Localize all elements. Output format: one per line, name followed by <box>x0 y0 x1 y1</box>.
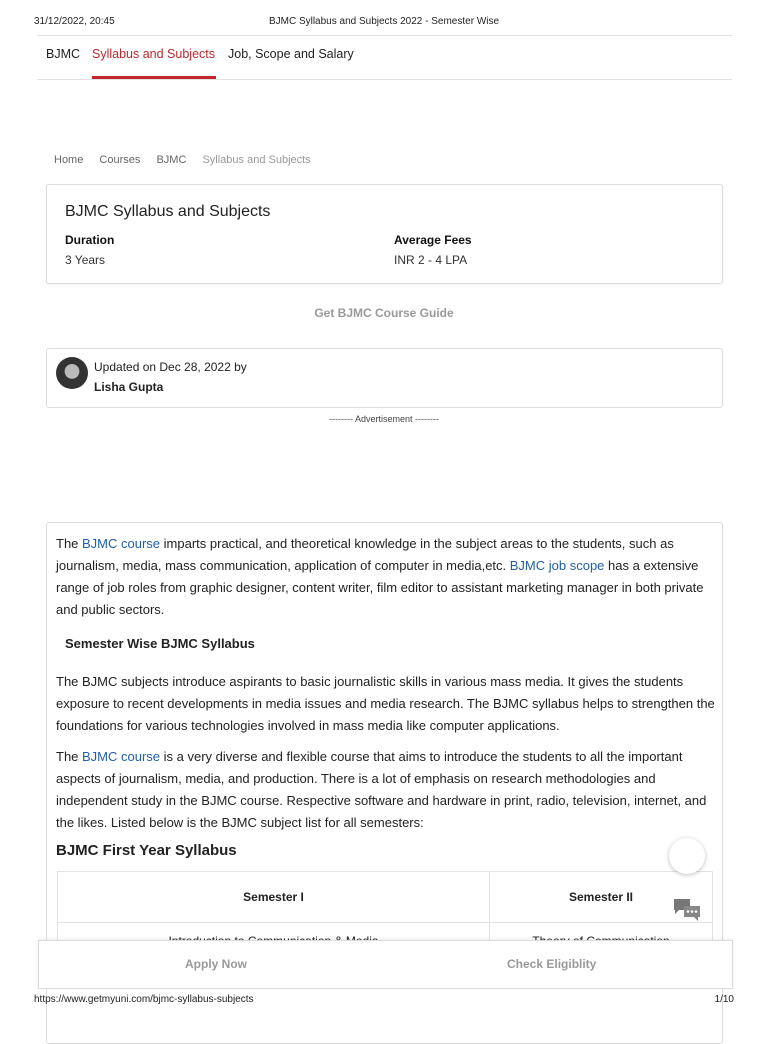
print-footer <box>34 994 734 1005</box>
course-summary-card <box>46 184 723 284</box>
average-fees-label: Average Fees <box>394 233 472 247</box>
breadcrumb <box>54 154 324 166</box>
text: imparts practical, and theoretical knowledge in the subject areas to the students, such as journalism, media, mass communication, application of computer in media,etc. <box>56 536 674 573</box>
tab-syllabus-and-subjects[interactable]: Syllabus and Subjects <box>92 47 215 61</box>
breadcrumb-courses[interactable]: Courses <box>99 154 141 166</box>
advertisement-label: -------- Advertisement -------- <box>329 414 439 424</box>
text: has a extensive range of job roles from graphic designer, content writer, film editor to assistant marketing manager in both private and public sectors. <box>56 558 704 617</box>
bjmc-job-scope-link[interactable]: BJMC job scope <box>509 558 605 573</box>
page-title: BJMC Syllabus and Subjects <box>65 203 271 220</box>
print-datetime: 31/12/2022, 20:45 <box>34 16 115 27</box>
intro-paragraph <box>56 533 716 621</box>
table-header: Semester II <box>490 872 713 923</box>
check-eligibility-button[interactable]: Check Eligiblity <box>507 957 597 971</box>
breadcrumb-current: Syllabus and Subjects <box>202 154 311 166</box>
apply-now-button[interactable]: Apply Now <box>185 957 247 971</box>
tab-job-scope-salary[interactable]: Job, Scope and Salary <box>228 47 354 61</box>
duration-label: Duration <box>65 233 115 247</box>
updated-text: Updated on Dec 28, 2022 by <box>94 360 247 374</box>
text: is a very diverse and flexible course that aims to introduce the students to all the important aspects of journalism, media, and production. There is a lot of emphasis on research methodologies and independent study in the BJMC course. Respective software and hardware in print, radio, television, internet, and the likes. Listed below is the BJMC subject list for all semesters: <box>56 749 707 830</box>
bottom-action-bar <box>38 940 733 989</box>
active-tab-indicator <box>92 76 216 79</box>
subjects-paragraph: The BJMC subjects introduce aspirants to basic journalistic skills in various mass media. It gives the students exposure to recent developments in media issues and media research. The BJMC syllabus helps to strengthen the foundations for various technologies involved in mass media like computer applications. <box>56 674 715 733</box>
course-tab-nav <box>37 35 732 80</box>
floating-action-button[interactable] <box>669 838 705 874</box>
author-card <box>46 348 723 408</box>
text: The <box>56 536 83 551</box>
table-header: Semester I <box>58 872 490 923</box>
print-page-title: BJMC Syllabus and Subjects 2022 - Semester Wise <box>268 16 500 27</box>
semester-wise-heading: Semester Wise BJMC Syllabus <box>65 636 255 651</box>
print-url: https://www.getmyuni.com/bjmc-syllabus-subjects <box>34 994 254 1005</box>
duration-value: 3 Years <box>65 253 106 267</box>
get-course-guide-button[interactable]: Get BJMC Course Guide <box>314 306 454 320</box>
author-name[interactable]: Lisha Gupta <box>94 380 164 394</box>
first-year-heading: BJMC First Year Syllabus <box>56 842 237 859</box>
bjmc-course-link[interactable]: BJMC course <box>82 536 161 551</box>
breadcrumb-home[interactable]: Home <box>54 154 84 166</box>
chat-icon[interactable] <box>672 897 702 923</box>
print-header <box>34 16 734 32</box>
bjmc-course-link-2[interactable]: BJMC course <box>82 749 161 764</box>
breadcrumb-bjmc[interactable]: BJMC <box>156 154 187 166</box>
course-paragraph <box>56 746 716 834</box>
table-header-row <box>58 872 713 923</box>
page-number: 1/10 <box>714 994 734 1005</box>
tab-bjmc[interactable]: BJMC <box>46 47 81 61</box>
author-avatar <box>56 357 88 389</box>
average-fees-value: INR 2 - 4 LPA <box>394 253 468 267</box>
text: The <box>56 749 83 764</box>
